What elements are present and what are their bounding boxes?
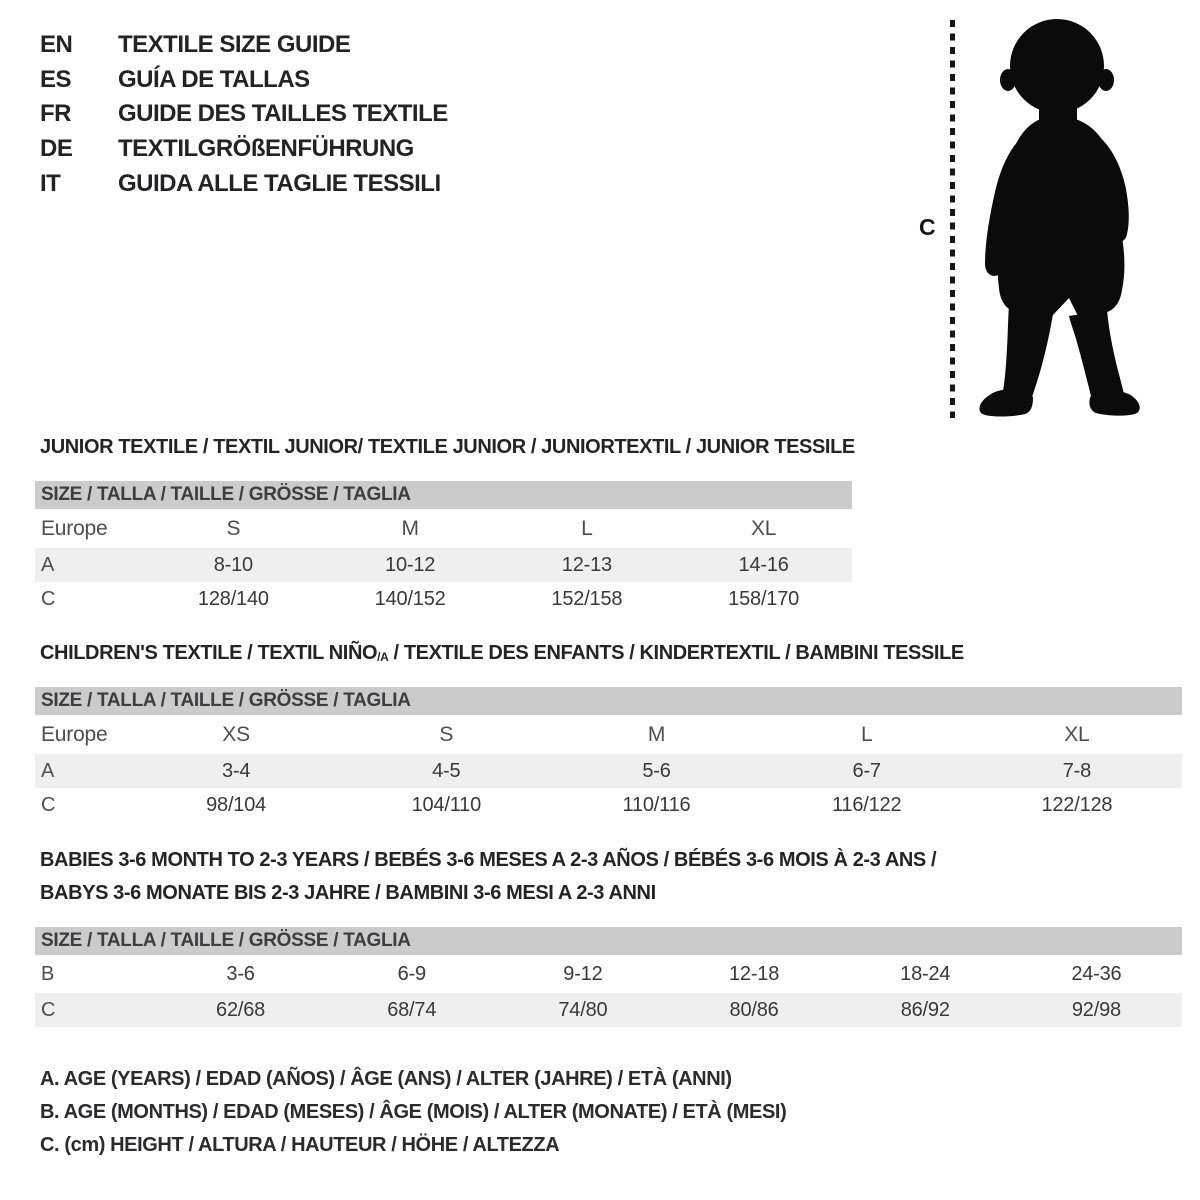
legend-notes (40, 1063, 786, 1162)
table-cell: 116/122 (831, 793, 902, 816)
children-title-text: CHILDREN'S TEXTILE / TEXTIL NIÑO (40, 642, 378, 664)
babies-size-bar: SIZE / TALLA / TAILLE / GRÖSSE / TAGLIA (35, 927, 1182, 955)
column-header: Europe (41, 516, 108, 540)
table-cell: 5-6 (642, 759, 671, 782)
column-header: S (439, 722, 454, 746)
table-cell: 24-36 (1071, 963, 1122, 985)
table-cell: 62/68 (216, 998, 266, 1021)
table-cell: 6-7 (852, 759, 881, 782)
baby-silhouette-icon (975, 14, 1140, 419)
column-header: S (226, 516, 241, 540)
table-row (35, 993, 1182, 1027)
table-header-row (35, 715, 1182, 754)
column-header: M (647, 722, 666, 746)
table-cell: 3-6 (226, 963, 255, 985)
column-header: XL (750, 516, 777, 540)
table-header-row (35, 509, 852, 548)
language-row (40, 97, 448, 132)
language-row (40, 166, 448, 201)
table-cell: 10-12 (385, 553, 436, 576)
children-title-text: / TEXTILE DES ENFANTS / KINDERTEXTIL / BAMBINI TESSILE (388, 642, 964, 664)
junior-section-title: JUNIOR TEXTILE / TEXTIL JUNIOR/ TEXTILE JUNIOR / JUNIORTEXTIL / JUNIOR TESSILE (40, 436, 855, 458)
table-cell: 86/92 (900, 998, 950, 1021)
column-header: L (581, 516, 593, 540)
column-header: XL (1064, 722, 1090, 746)
language-code: ES (40, 65, 72, 93)
children-section-title (40, 642, 964, 665)
table-row (35, 788, 1182, 822)
column-header: Europe (41, 722, 108, 746)
table-cell: 122/128 (1041, 793, 1113, 816)
children-size-table (35, 715, 1182, 822)
table-cell: 74/80 (558, 998, 608, 1021)
table-cell: 128/140 (197, 587, 269, 610)
row-label: A (41, 553, 55, 576)
language-code: FR (40, 100, 71, 128)
babies-title-line1: BABIES 3-6 MONTH TO 2-3 YEARS / BEBÉS 3-6 MESES A 2-3 AÑOS / BÉBÉS 3-6 MOIS À 2-3 ANS / (40, 849, 937, 871)
table-cell: 4-5 (432, 759, 461, 782)
table-cell: 98/104 (206, 793, 267, 816)
table-cell: 3-4 (221, 759, 251, 782)
table-cell: 14-16 (738, 553, 789, 576)
table-cell: 12-18 (729, 963, 780, 985)
junior-size-bar: SIZE / TALLA / TAILLE / GRÖSSE / TAGLIA (35, 481, 852, 509)
height-dashed-line (950, 20, 955, 418)
table-cell: 110/116 (622, 793, 691, 816)
column-header: M (401, 516, 419, 540)
height-measure-figure (905, 14, 1165, 422)
table-row (35, 754, 1182, 788)
row-label: C (41, 998, 56, 1021)
children-size-bar: SIZE / TALLA / TAILLE / GRÖSSE / TAGLIA (35, 687, 1182, 715)
babies-size-table (35, 956, 1182, 1027)
table-row (35, 956, 1182, 993)
column-header: L (860, 722, 873, 746)
table-cell: 140/152 (374, 587, 446, 610)
row-label: B (41, 963, 55, 985)
table-row (35, 582, 852, 616)
language-code: IT (40, 169, 61, 197)
guide-title: GUÍA DE TALLAS (118, 65, 310, 93)
table-cell: 18-24 (900, 963, 951, 985)
column-header: XS (222, 722, 250, 746)
guide-title: TEXTILE SIZE GUIDE (118, 31, 351, 59)
table-cell: 7-8 (1062, 759, 1092, 782)
row-label: C (41, 587, 56, 610)
table-cell: 6-9 (397, 963, 426, 985)
language-row (40, 132, 448, 167)
guide-title: TEXTILGRÖßENFÜHRUNG (118, 135, 414, 163)
language-code: DE (40, 135, 73, 163)
children-title-subscript: /A (377, 650, 389, 664)
language-title-block (40, 28, 448, 201)
table-cell: 68/74 (387, 998, 437, 1021)
guide-title: GUIDE DES TAILLES TEXTILE (118, 100, 448, 128)
note-age-years: A. AGE (YEARS) / EDAD (AÑOS) / ÂGE (ANS) / ALTER (JAHRE) / ETÀ (ANNI) (40, 1068, 732, 1090)
row-label: C (41, 793, 56, 816)
table-cell: 104/110 (411, 793, 481, 816)
junior-size-table (35, 509, 852, 616)
guide-title: GUIDA ALLE TAGLIE TESSILI (118, 169, 441, 197)
language-row (40, 63, 448, 98)
table-cell: 9-12 (563, 963, 603, 985)
height-measure-label: C (919, 214, 936, 240)
language-row (40, 28, 448, 63)
table-cell: 12-13 (561, 553, 612, 576)
row-label: A (41, 759, 55, 782)
table-row (35, 548, 852, 582)
note-height-cm: C. (cm) HEIGHT / ALTURA / HAUTEUR / HÖHE / ALTEZZA (40, 1134, 560, 1156)
table-cell: 80/86 (729, 998, 779, 1021)
language-code: EN (40, 31, 73, 59)
babies-section-title (40, 844, 936, 910)
table-cell: 158/170 (728, 587, 800, 610)
table-cell: 8-10 (213, 553, 253, 576)
table-cell: 92/98 (1071, 998, 1121, 1021)
babies-title-line2: BABYS 3-6 MONATE BIS 2-3 JAHRE / BAMBINI 3-6 MESI A 2-3 ANNI (40, 882, 656, 904)
note-age-months: B. AGE (MONTHS) / EDAD (MESES) / ÂGE (MOIS) / ALTER (MONATE) / ETÀ (MESI) (40, 1101, 787, 1123)
table-cell: 152/158 (551, 587, 623, 610)
